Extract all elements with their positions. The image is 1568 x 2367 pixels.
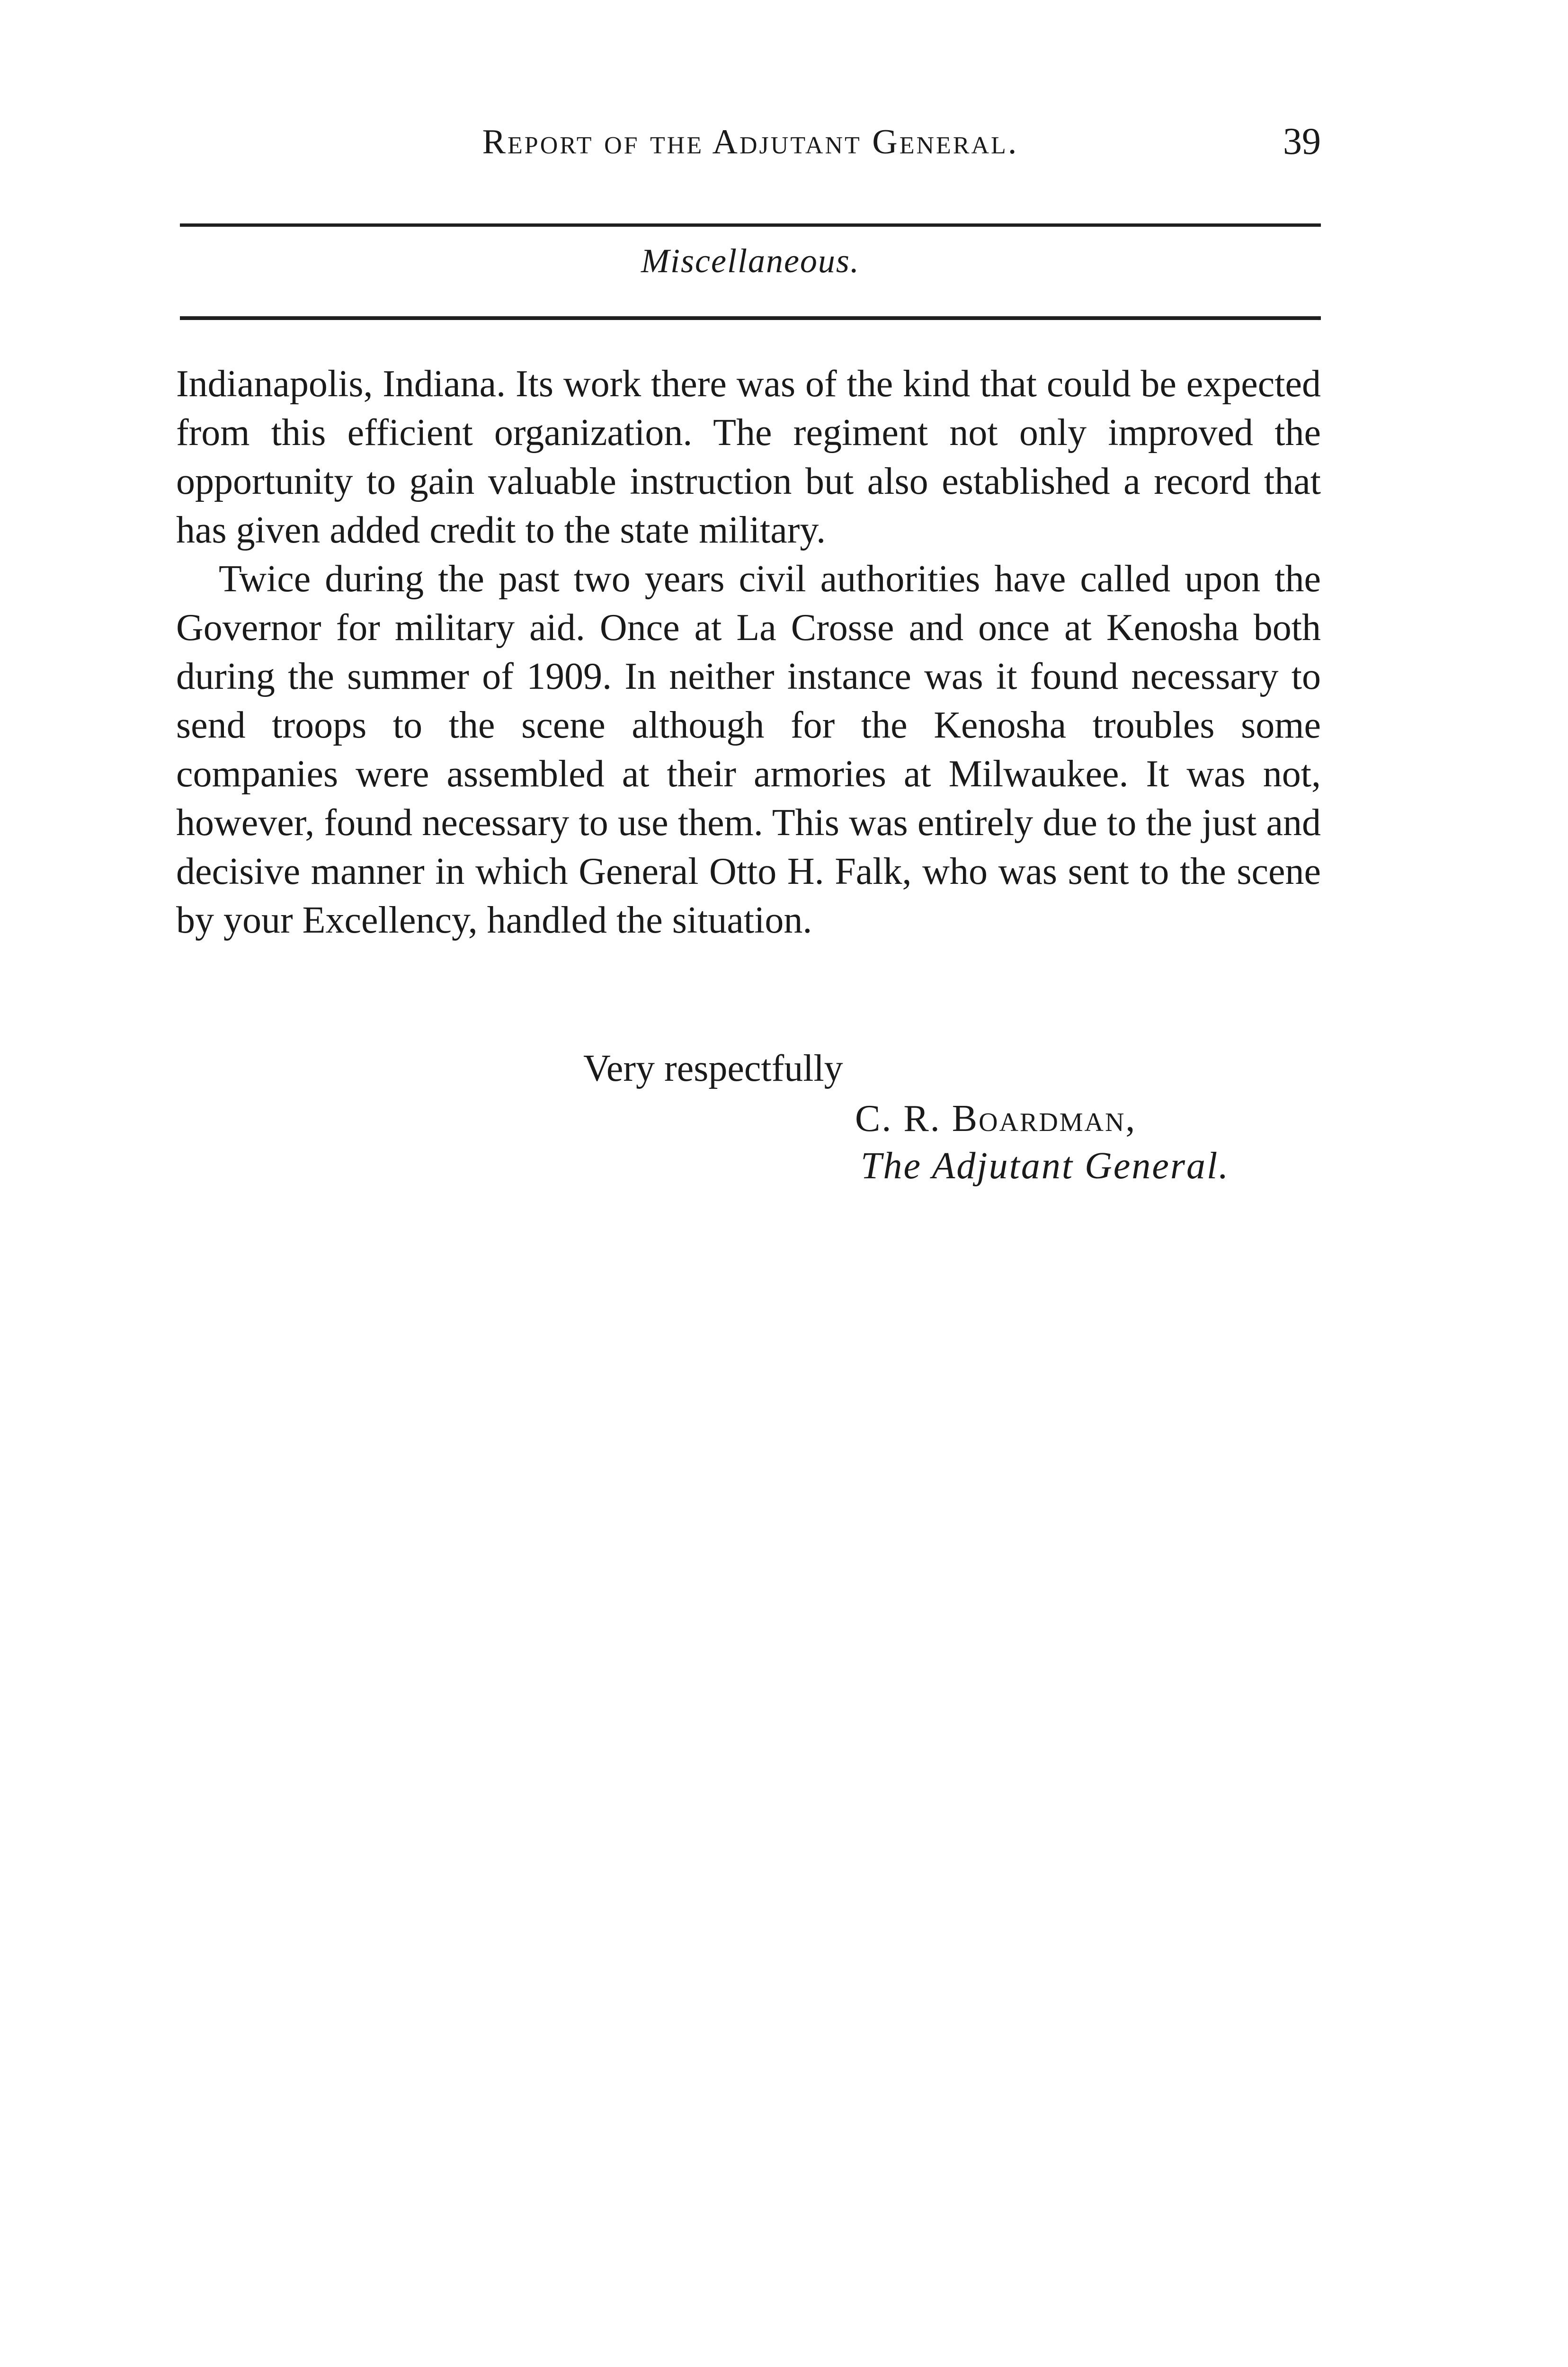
closing-salutation: Very respectfully [583,1048,843,1089]
paragraph: Twice during the past two years civil authorities have called upon the Governor for military aid. Once at La Crosse and once at Kenosha both during the summer of 1909. In neither instance was it found necessary to send troops to the scene although for the Kenosha troubles some companies were assembled at their armories at Milwaukee. It was not, however, found necessary to use them. This was entirely due to the just and decisive manner in which General Otto H. Falk, who was sent to the scene by your Excellency, handled the situation. [176,558,1321,941]
top-rule [180,223,1321,227]
signer-title: The Adjutant General. [861,1145,1230,1187]
body-text [176,360,1321,945]
signer-name: C. R. Boardman, [855,1098,1137,1139]
bottom-rule [180,316,1321,320]
paragraph: Indianapolis, Indiana. Its work there was of the kind that could be expected from this efficient organization. The regiment not only improved the opportunity to gain valuable instruction but also established a record that has given added credit to the state military. [176,363,1321,551]
page-number: 39 [1283,121,1321,162]
running-header [180,122,1321,174]
running-title: Report of the Adjutant General. [482,123,1019,161]
section-title: Miscellaneous. [641,242,860,280]
